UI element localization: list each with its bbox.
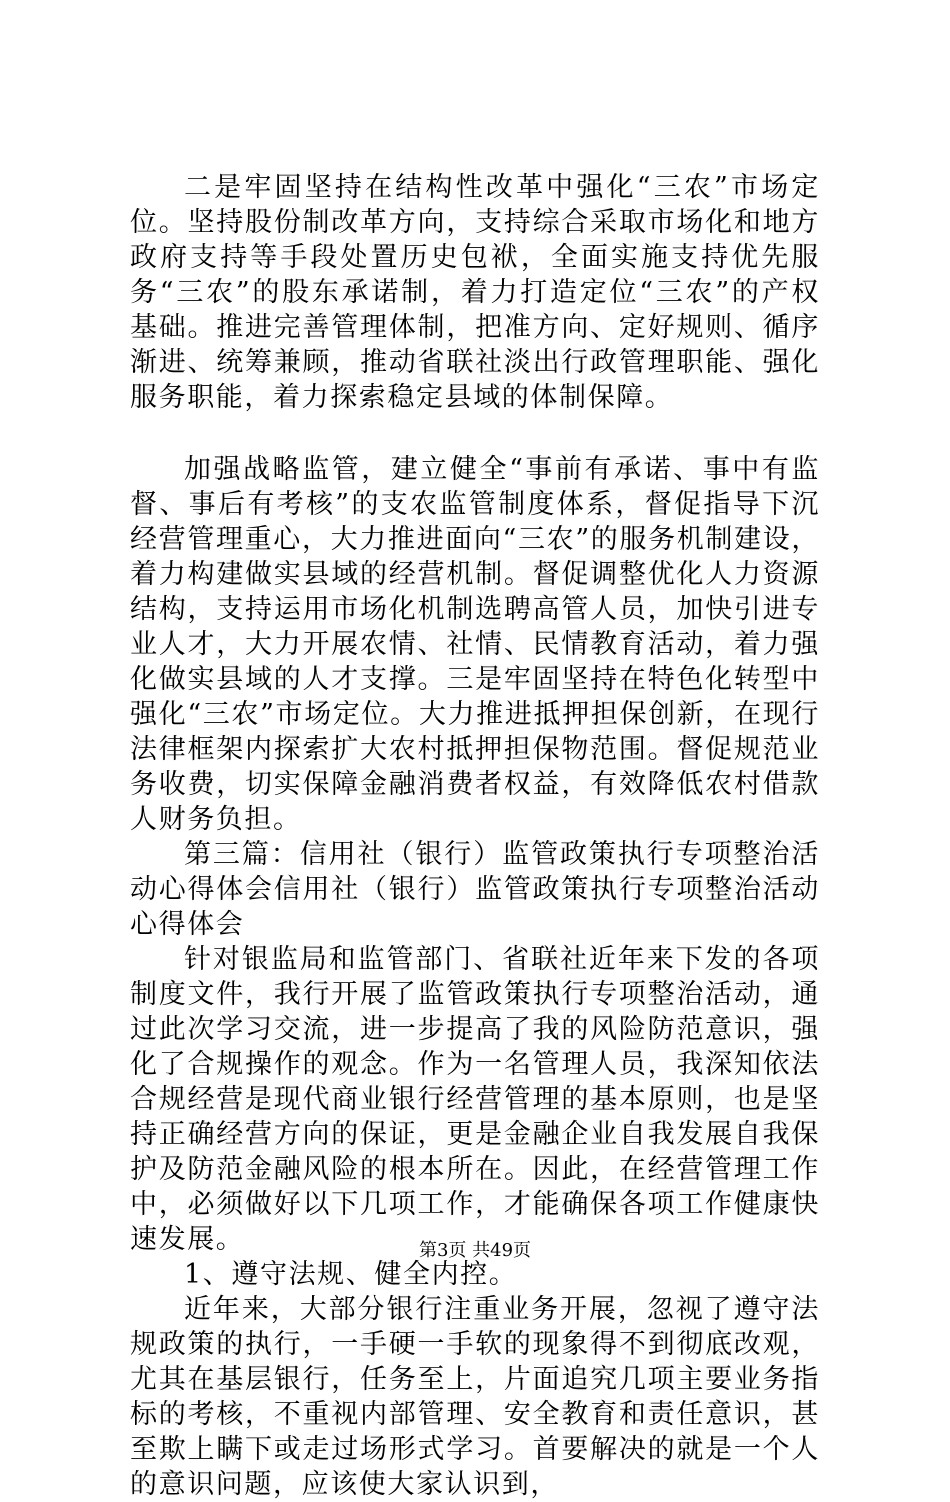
section-heading-part-three: 第三篇：信用社（银行）监管政策执行专项整治活动心得体会信用社（银行）监管政策执行专项整治活动心得体会 <box>130 839 820 940</box>
list-heading-comply-regulations: 1、遵守法规、健全内控。 <box>184 1259 518 1290</box>
paragraph-recent-years: 近年来，大部分银行注重业务开展，忽视了遵守法规政策的执行，一手硬一手软的现象得不到彻底改观，尤其在基层银行，任务至上，片面追究几项主要业务指标的考核，不重视内部管理、安全教育和责任意识，甚至欺上瞒下或走过场形式学习。首要解决的就是一个人的意识问题，应该使大家认识到， <box>130 1294 820 1500</box>
paragraph-strategic-supervision: 加强战略监管，建立健全“事前有承诺、事中有监督、事后有考核”的支农监管制度体系，督促指导下沉经营管理重心，大力推进面向“三农”的服务机制建设，着力构建做实县域的经营机制。督促调整优化人力资源结构，支持运用市场化机制选聘高管人员，加快引进专业人才，大力开展农情、社情、民情教育活动，着力强化做实县域的人才支撑。三是牢固坚持在特色化转型中强化“三农”市场定位。大力推进抵押担保创新，在现行法律框架内探索扩大农村抵押担保物范围。督促规范业务收费，切实保障金融消费者权益，有效降低农村借款人财务负担。 <box>130 454 820 835</box>
page-number-footer: 第3页 共49页 <box>418 1240 532 1261</box>
paragraph-structural-reform: 二是牢固坚持在结构性改革中强化“三农”市场定位。坚持股份制改革方向，支持综合采取市场化和地方政府支持等手段处置历史包袱，全面实施支持优先服务“三农”的股东承诺制，着力打造定位“三农”的产权基础。推进完善管理体制，把准方向、定好规则、循序渐进、统筹兼顾，推动省联社淡出行政管理职能、强化服务职能，着力探索稳定县域的体制保障。 <box>130 172 820 413</box>
paragraph-rectification-activity: 针对银监局和监管部门、省联社近年来下发的各项制度文件，我行开展了监管政策执行专项整治活动，通过此次学习交流，进一步提高了我的风险防范意识，强化了合规操作的观念。作为一名管理人员，我深知依法合规经营是现代商业银行经营管理的基本原则，也是坚持正确经营方向的保证，更是金融企业自我发展自我保护及防范金融风险的根本所在。因此，在经营管理工作中，必须做好以下几项工作，才能确保各项工作健康快速发展。 <box>130 944 820 1255</box>
document-body <box>0 170 950 1502</box>
